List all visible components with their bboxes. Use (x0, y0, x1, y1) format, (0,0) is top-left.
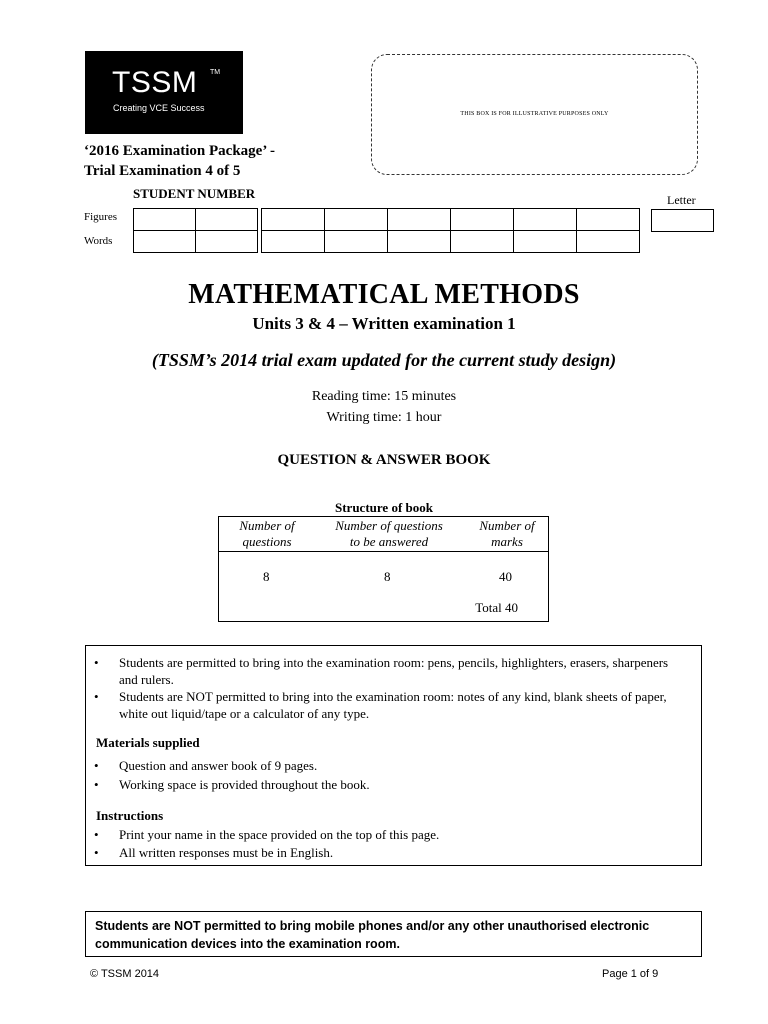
instructions-list (86, 826, 686, 861)
figures-cell-2[interactable] (196, 209, 258, 231)
figures-cell-6[interactable] (451, 209, 514, 231)
instructions-text-2: All written responses must be in English. (119, 845, 334, 860)
exam-subtitle: Units 3 & 4 – Written examination 1 (252, 314, 516, 333)
permitted-list (86, 654, 686, 722)
package-line-1: ‘2016 Examination Package’ - (84, 143, 275, 159)
structure-table (218, 516, 549, 622)
header-marks (467, 518, 547, 550)
permitted-text-2: Students are NOT permitted to bring into the examination room: notes of any kind, blank sheets of paper, white out liquid/tape or a calculator of any type. (119, 689, 667, 721)
list-item: • Students are permitted to bring into the examination room: pens, pencils, highlighters, erasers, sharpeners and rulers. (94, 655, 669, 687)
list-item: • Question and answer book of 9 pages. (94, 758, 318, 773)
value-answered: 8 (384, 569, 391, 584)
figures-cell-1[interactable] (134, 209, 196, 231)
value-marks: 40 (499, 569, 512, 584)
student-number-label: STUDENT NUMBER (133, 186, 256, 201)
words-cell-3[interactable] (262, 231, 325, 253)
illustrative-box-text: THIS BOX IS FOR ILLUSTRATIVE PURPOSES ONLY (460, 111, 609, 117)
permitted-text-1: Students are permitted to bring into the examination room: pens, pencils, highlighters, erasers, sharpeners and rulers. (119, 655, 669, 687)
structure-header-row (219, 517, 548, 552)
figures-cell-3[interactable] (262, 209, 325, 231)
words-cell-1[interactable] (134, 231, 196, 253)
materials-text-1: Question and answer book of 9 pages. (119, 758, 318, 773)
header-answered-line-1: Number of questions (335, 518, 443, 533)
list-item: • Students are NOT permitted to bring into the examination room: notes of any kind, blank sheets of paper, white out liquid/tape or a calculator of any type. (94, 689, 667, 721)
figures-cell-8[interactable] (577, 209, 640, 231)
package-info (84, 141, 275, 181)
logo-wordmark: TSSM (112, 66, 198, 99)
figures-cell-7[interactable] (514, 209, 577, 231)
tssm-logo (85, 51, 243, 134)
header-marks-line-2: marks (491, 534, 523, 549)
exam-note: (TSSM’s 2014 trial exam updated for the current study design) (151, 350, 617, 370)
words-cell-6[interactable] (451, 231, 514, 253)
words-cell-5[interactable] (388, 231, 451, 253)
header-questions-line-1: Number of (239, 518, 295, 533)
figures-label: Figures (84, 211, 117, 223)
words-cell-7[interactable] (514, 231, 577, 253)
package-line-2: Trial Examination 4 of 5 (84, 163, 241, 179)
writing-time: Writing time: 1 hour (326, 410, 442, 425)
warning-text: Students are NOT permitted to bring mobile phones and/or any other unauthorised electronic communication devices into the examination room. (95, 919, 650, 951)
structure-title: Structure of book (335, 500, 433, 515)
words-cell-8[interactable] (577, 231, 640, 253)
words-cell-2[interactable] (196, 231, 258, 253)
materials-heading: Materials supplied (96, 735, 200, 750)
header-answered-line-2: to be answered (349, 534, 429, 549)
materials-list (86, 757, 686, 793)
header-questions-line-2: questions (242, 534, 292, 549)
mobile-phone-warning (85, 911, 702, 957)
footer-page-number: Page 1 of 9 (602, 968, 659, 980)
logo-tagline: Creating VCE Success (113, 103, 205, 113)
book-heading: QUESTION & ANSWER BOOK (277, 452, 491, 468)
instructions-text-1: Print your name in the space provided on the top of this page. (119, 827, 440, 842)
time-info (0, 386, 768, 428)
total-marks: Total 40 (475, 600, 518, 615)
materials-text-2: Working space is provided throughout the book. (119, 777, 370, 792)
rules-box (85, 645, 702, 866)
header-marks-line-1: Number of (479, 518, 535, 533)
logo-trademark: TM (210, 69, 221, 76)
student-number-grid-left (133, 208, 258, 253)
list-item: • Print your name in the space provided on the top of this page. (94, 827, 440, 842)
value-questions: 8 (263, 569, 270, 584)
header-answered (319, 518, 459, 550)
letter-box[interactable] (651, 209, 714, 232)
student-number-grid-right (261, 208, 640, 253)
list-item: • Working space is provided throughout the book. (94, 777, 370, 792)
figures-cell-5[interactable] (388, 209, 451, 231)
reading-time: Reading time: 15 minutes (311, 389, 457, 404)
words-cell-4[interactable] (325, 231, 388, 253)
list-item: • All written responses must be in English. (94, 845, 334, 860)
header-questions (223, 518, 311, 550)
words-label: Words (84, 235, 113, 247)
figures-cell-4[interactable] (325, 209, 388, 231)
footer-copyright: © TSSM 2014 (90, 968, 160, 980)
exam-title: MATHEMATICAL METHODS (188, 279, 580, 310)
illustrative-box (371, 54, 698, 175)
instructions-heading: Instructions (96, 808, 164, 823)
letter-label: Letter (667, 193, 696, 207)
